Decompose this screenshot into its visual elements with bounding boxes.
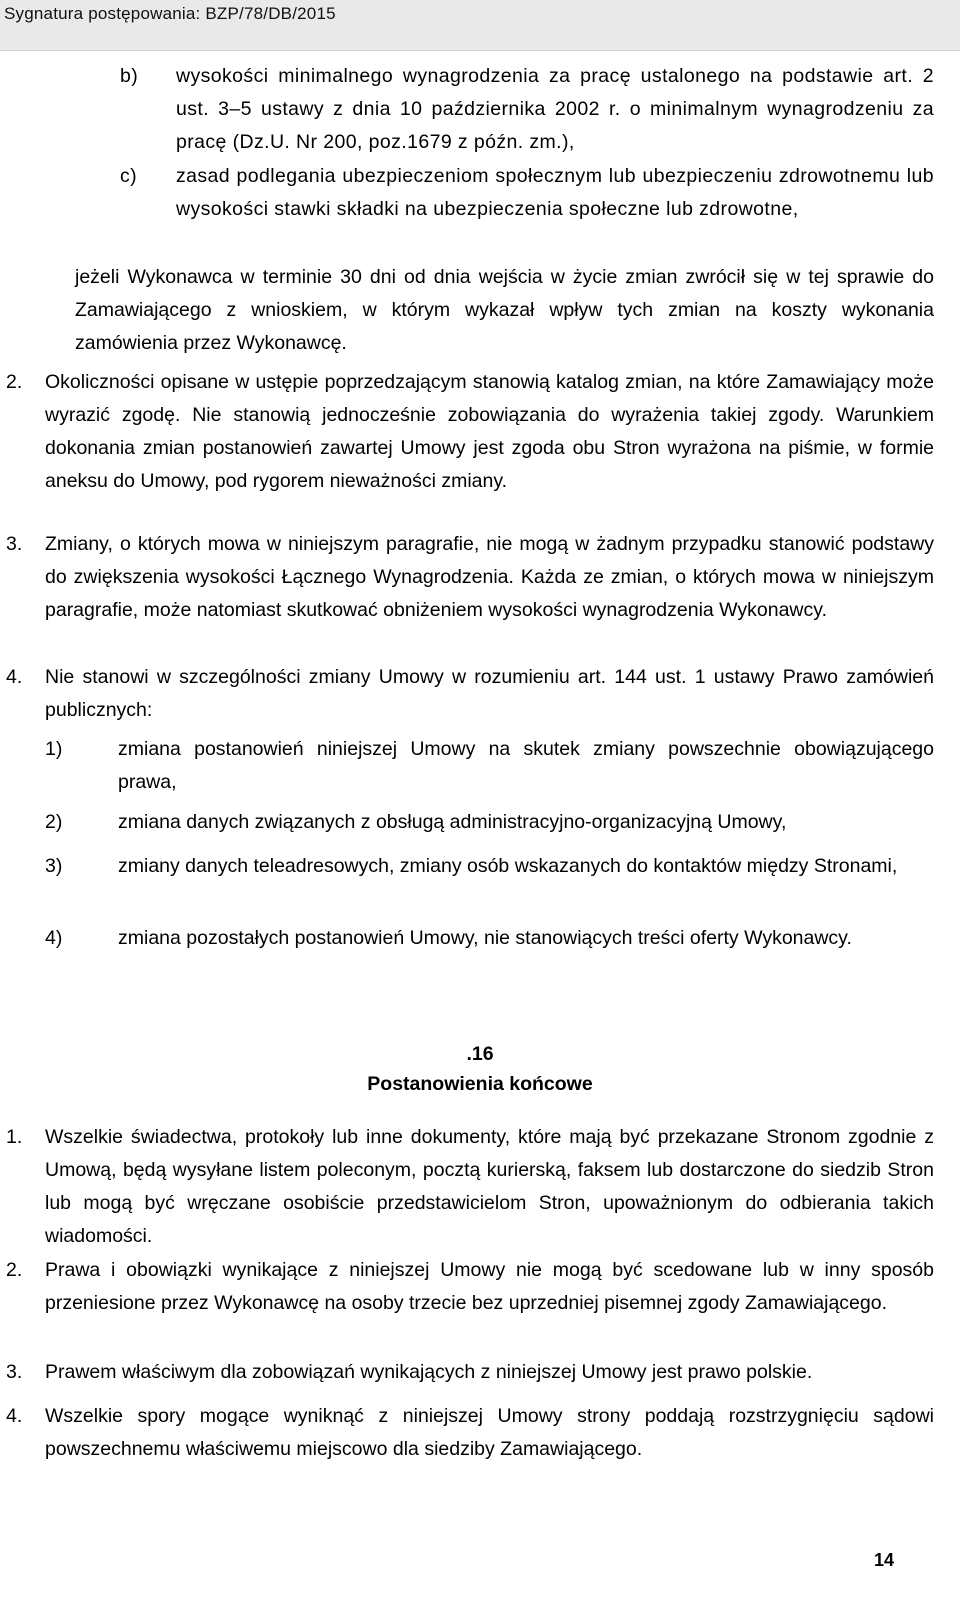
point-4-text: Nie stanowi w szczególności zmiany Umowy w rozumieniu art. 144 ust. 1 ustawy Prawo zamówień publicznych:	[45, 666, 934, 721]
point-2-text: Okoliczności opisane w ustępie poprzedzającym stanowią katalog zmian, na które Zamawiający może wyrazić zgodę. Nie stanowią jednocześnie zobowiązania do wyrażenia takiej zgody. Warunkiem dokonania zmian postanowień zawartej Umowy jest zgoda obu Stron wyrażona na piśmie, w formie aneksu do Umowy, pod rygorem nieważności zmiany.	[45, 371, 934, 492]
sub-item-number: 3)	[45, 855, 63, 877]
list-item-b: wysokości minimalnego wynagrodzenia za pracę ustalonego na podstawie art. 2 ust. 3–5 ustawy z dnia 10 października 2002 r. o minimalnym wynagrodzeniu za pracę (Dz.U. Nr 200, poz.1679 z późn. zm.),	[176, 65, 934, 153]
point-number: 4.	[6, 666, 23, 688]
page-number: 14	[873, 1550, 894, 1570]
point-number: 1.	[6, 1126, 23, 1148]
case-signature: Sygnatura postępowania: BZP/78/DB/2015	[4, 4, 336, 23]
final-point-2-text: Prawa i obowiązki wynikające z niniejszej Umowy nie mogą być scedowane lub w inny sposób przeniesione przez Wykonawcę na osoby trzecie bez uprzedniej pisemnej zgody Zamawiającego.	[45, 1259, 934, 1314]
list-item-c: zasad podlegania ubezpieczeniom społecznym lub ubezpieczeniu zdrowotnemu lub wysokości stawki składki na ubezpieczenia społeczne lub zdrowotne,	[176, 165, 934, 220]
point-number: 3.	[6, 1361, 23, 1383]
sub-item-text: zmiany danych teleadresowych, zmiany osób wskazanych do kontaktów między Stronami,	[118, 855, 898, 877]
point-number: 2.	[6, 371, 23, 393]
list-marker: c)	[120, 165, 138, 187]
condition-paragraph: jeżeli Wykonawca w terminie 30 dni od dnia wejścia w życie zmian zwrócił się w tej sprawie do Zamawiającego z wnioskiem, w którym wykazał wpływ tych zmian na koszty wykonania zamówienia przez Wykonawcę.	[75, 266, 934, 354]
document-header	[0, 0, 960, 51]
sub-item-text: zmiana postanowień niniejszej Umowy na skutek zmiany powszechnie obowiązującego prawa,	[118, 738, 934, 793]
sub-item-number: 2)	[45, 811, 63, 833]
point-number: 2.	[6, 1259, 23, 1281]
point-number: 3.	[6, 533, 23, 555]
section-number: .16	[466, 1043, 494, 1065]
final-point-3-text: Prawem właściwym dla zobowiązań wynikających z niniejszej Umowy jest prawo polskie.	[45, 1361, 813, 1383]
sub-item-number: 1)	[45, 738, 63, 760]
final-point-1-text: Wszelkie świadectwa, protokoły lub inne dokumenty, które mają być przekazane Stronom zgodnie z Umową, będą wysyłane listem poleconym, pocztą kurierską, faksem lub dostarczone do siedzib Stron lub mogą być wręczane osobiście przedstawicielom Stron, upoważnionym do odbierania takich wiadomości.	[45, 1126, 934, 1247]
point-number: 4.	[6, 1405, 23, 1427]
point-3-text: Zmiany, o których mowa w niniejszym paragrafie, nie mogą w żadnym przypadku stanowić podstawy do zwiększenia wysokości Łącznego Wynagrodzenia. Każda ze zmian, o których mowa w niniejszym paragrafie, może natomiast skutkować obniżeniem wysokości wynagrodzenia Wykonawcy.	[45, 533, 934, 621]
sub-item-text: zmiana pozostałych postanowień Umowy, nie stanowiących treści oferty Wykonawcy.	[118, 927, 852, 949]
final-point-4-text: Wszelkie spory mogące wyniknąć z niniejszej Umowy strony poddają rozstrzygnięciu sądowi powszechnemu właściwemu miejscowo dla siedziby Zamawiającego.	[45, 1405, 934, 1460]
sub-item-text: zmiana danych związanych z obsługą administracyjno-organizacyjną Umowy,	[118, 811, 787, 833]
section-title: Postanowienia końcowe	[367, 1073, 593, 1095]
sub-item-number: 4)	[45, 927, 63, 949]
list-marker: b)	[120, 65, 139, 87]
